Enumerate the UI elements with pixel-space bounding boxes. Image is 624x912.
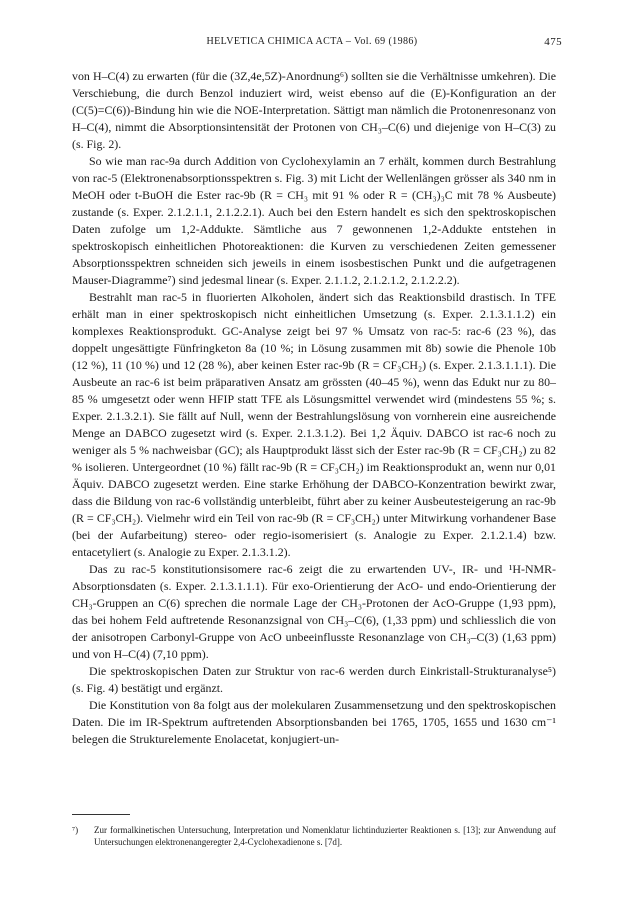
paragraph-4: Das zu rac-5 konstitutionsisomere rac-6 zeigt die zu erwartenden UV-, IR- und ¹H-NMR-Absorptionsdaten (s. Exper. 2.1.3.1.1.1). Für exo-Orientierung der AcO- und endo-Orientierung der CH₃-Gruppen an C(6) sprechen die normale Lage der CH₃-Protonen der AcO-Gruppe (1,93 ppm), das bei hohem Feld auftretende Resonanzsignal von CH₃–C(6), (1,33 ppm) und schliesslich die von der anisotropen Carbonyl-Gruppe von AcO unbeeinflusste Resonanzlage von CH₃–C(3) (1,63 ppm) und von H–C(4) (7,10 ppm). [72,562,556,661]
journal-citation: HELVETICA CHIMICA ACTA – Vol. 69 (1986) [206,36,418,47]
footnote-mark: ⁷) [72,825,79,835]
footnote [72,824,556,848]
footnote-rule [72,814,130,815]
page-number: 475 [544,36,562,48]
paragraph-1: von H–C(4) zu erwarten (für die (3Z,4e,5Z)-Anordnung⁶) sollten sie die Verhältnisse umkehren). Die Verschiebung, die durch Benzol induziert wird, weist ebenso auf die (E)-Konfiguration an der (C(5)=C(6))-Bindung hin wie die NOE-Interpretation. Sättigt man nämlich die Protonenresonanz von H–C(4), nimmt die Absorptionsintensität der Protonen von CH₃–C(6) und diejenige von H–C(3) zu (s. Fig. 2). [72,69,556,151]
body-text [72,68,556,748]
paragraph-5: Die spektroskopischen Daten zur Struktur von rac-6 werden durch Einkristall-Strukturanalyse⁵) (s. Fig. 4) bestätigt und ergänzt. [72,664,556,695]
footnote-text: Zur formalkinetischen Untersuchung, Interpretation und Nomenklatur lichtinduzierter Reaktionen s. [13]; zur Anwendung auf Untersuchungen elektronenangeregter 2,4-Cyclohexadienone s. [7d]. [94,825,556,847]
paragraph-3: Bestrahlt man rac-5 in fluorierten Alkoholen, ändert sich das Reaktionsbild drastisch. In TFE erhält man in einer spektroskopisch nicht einheitlichen Umsetzung (s. Exper. 2.1.3.1.1.2) ein komplexes Reaktionsprodukt. GC-Analyse zeigt bei 97 % Umsatz von rac-5: rac-6 (23 %), das doppelt ungesättigte Fünfringketon 8a (10 %; in Lösung zusammen mit 8b) sowie die Phenole 10b (12 %), 11 (10 %) und 12 (28 %), aber keinen Ester rac-9b (R = CF₃CH₂) (s. Exper. 2.1.3.1.1.1). Die Ausbeute an rac-6 ist beim präparativen Ansatz am grössten (40–45 %), wenn das Edukt nur zu 80–85 % umgesetzt oder wenn HFIP statt TFE als Lösungsmittel verwendet wird (mindestens 55 %; s. Exper. 2.1.3.2.1). Sie fällt auf Null, wenn der Bestrahlungslösung von vornherein eine ausreichende Menge an DABCO zugesetzt wird (s. Exper. 2.1.3.1.2). Bei 1,2 Äquiv. DABCO ist rac-6 noch zu weniger als 5 % nachweisbar (GC); als Hauptprodukt lässt sich der Ester rac-9b (R = CF₃CH₂) zu 82 % isolieren. Untergeordnet (10 %) fällt rac-9b (R = CF₃CH₂) im Reaktionsprodukt an, wenn nur 0,01 Äquiv. DABCO zugesetzt werden. Eine starke Erhöhung der DABCO-Konzentration bewirkt zwar, dass die Bildung von rac-6 vollständig unterbleibt, führt aber zu keiner Ausbeutesteigerung an rac-9b (R = CF₃CH₂). Vielmehr wird ein Teil von rac-9b (R = CF₃CH₂) unter Mitwirkung vorhandener Base (bei der Aufarbeitung) stereo- oder regio-isomerisiert (s. Analogie zu Exper. 2.1.2.1.4) bzw. entacetyliert (s. Analogie zu Exper. 2.1.3.1.2). [72,290,556,559]
paragraph-6: Die Konstitution von 8a folgt aus der molekularen Zusammensetzung und den spektroskopischen Daten. Die im IR-Spektrum auftretenden Absorptionsbanden bei 1765, 1705, 1655 und 1630 cm⁻¹ belegen die Strukturelemente Enolacetat, konjugiert-un- [72,698,556,746]
paragraph-2: So wie man rac-9a durch Addition von Cyclohexylamin an 7 erhält, kommen durch Bestrahlung von rac-5 (Elektronenabsorptionsspektren s. Fig. 3) mit Licht der Wellenlängen grösser als 340 nm in MeOH oder t-BuOH die Ester rac-9b (R = CH₃ mit 91 % oder R = (CH₃)₃C mit 78 % Ausbeute) zustande (s. Exper. 2.1.2.1.1, 2.1.2.2.1). Auch bei den Estern handelt es sich den spektroskopischen Daten zufolge um 1,2-Addukte. Sämtliche aus 7 gewonnenen 1,2-Addukte entstehen in spektroskopisch einheitlichen Photoreaktionen: die Kurven zu verschiedenen Zeiten gemessener Absorptionsspektren schneiden sich jeweils in einem isosbestischen Punkt und die aufgetragenen Mauser-Diagramme⁷) sind jedesmal linear (s. Exper. 2.1.1.2, 2.1.2.1.2, 2.1.2.2.2). [72,154,556,287]
running-header [72,36,562,52]
